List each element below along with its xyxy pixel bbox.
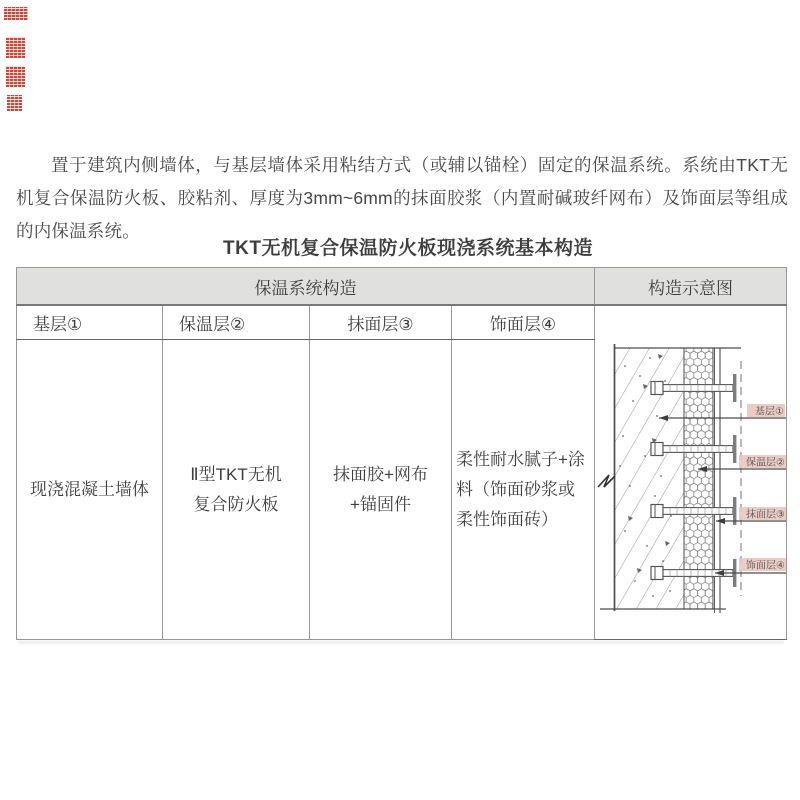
red-artifact-mark — [7, 95, 22, 111]
cell-base-layer — [17, 340, 163, 640]
diagram-label-insulation: 保温层② — [746, 457, 785, 469]
red-artifact-mark — [4, 7, 28, 20]
cell-finish-layer-text: 柔性耐水腻子+涂料（饰面砂浆或柔性饰面砖） — [456, 449, 585, 529]
col-header-plaster-layer: 抹面层③ — [310, 305, 452, 340]
table-header-row-2 — [17, 305, 787, 340]
cell-insulation-layer — [163, 340, 310, 640]
page-title: TKT无机复合保温防火板现浇系统基本构造 — [223, 238, 593, 259]
cell-plaster-layer-text: 抹面胶+网布+锚固件 — [333, 464, 428, 514]
wall-section-diagram — [595, 306, 787, 639]
diagram-labels — [739, 404, 786, 572]
cell-insulation-layer-text: Ⅱ型TKT无机复合防火板 — [190, 464, 282, 514]
col-header-finish-layer: 饰面层④ — [452, 305, 595, 340]
red-artifact-mark — [6, 37, 25, 58]
construction-diagram-cell — [595, 305, 787, 640]
col-header-base-layer: 基层① — [17, 305, 163, 340]
col-header-insulation-layer: 保温层② — [163, 305, 310, 340]
cell-plaster-layer — [310, 340, 452, 640]
cell-finish-layer — [452, 340, 595, 640]
red-artifact-marks — [0, 0, 40, 130]
cell-base-layer-text: 现浇混凝土墙体 — [30, 479, 149, 499]
diagram-label-finish: 饰面层④ — [746, 560, 785, 572]
intro-paragraph: 置于建筑内侧墙体，与基层墙体采用粘结方式（或辅以锚栓）固定的保温系统。系统由TKT无机复合保温防火板、胶粘剂、厚度为3mm~6mm的抹面胶浆（内置耐碱玻纤网布）及饰面层等组成的内保温系统。 — [16, 155, 788, 241]
wall-break-arrow — [598, 475, 615, 487]
table-header-row-1 — [17, 268, 787, 306]
construction-table — [16, 267, 786, 640]
diagram-label-base: 基层① — [755, 406, 784, 418]
header-system-structure: 保温系统构造 — [17, 268, 595, 306]
diagram-label-plaster: 抹面层③ — [746, 509, 785, 521]
header-diagram: 构造示意图 — [595, 268, 787, 306]
red-artifact-mark — [6, 66, 25, 87]
